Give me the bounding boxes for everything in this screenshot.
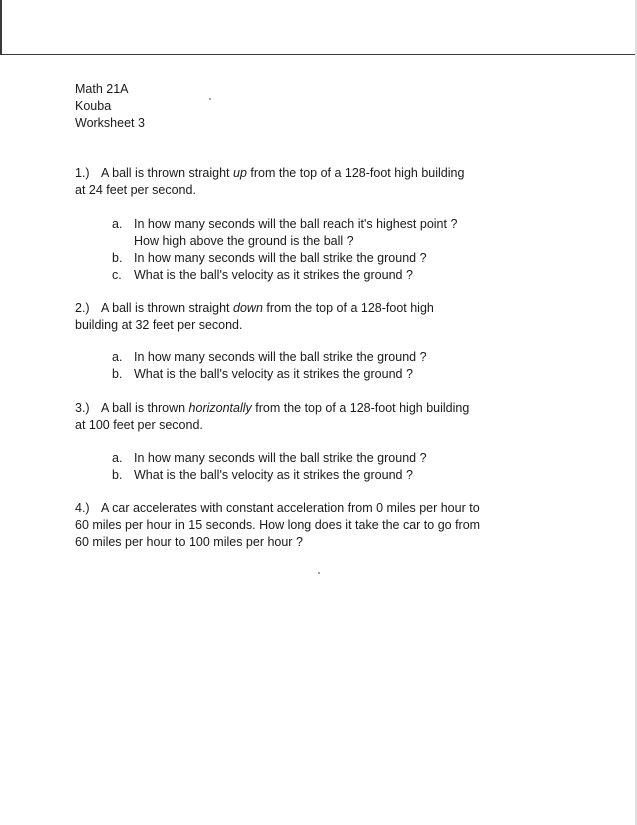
question-text: 60 miles per hour to 100 miles per hour ? [75, 535, 303, 549]
sub-question [112, 450, 427, 467]
sub-question [112, 216, 457, 233]
question-text: building at 32 feet per second. [75, 318, 243, 332]
question-2 [75, 300, 434, 334]
question-text: from the top of a 128-foot high building [246, 166, 465, 180]
scan-left-edge [0, 0, 2, 54]
sub-question-letter: a. [112, 451, 123, 465]
question-4 [75, 500, 480, 551]
sub-question-letter: b. [112, 468, 123, 482]
sub-question-text: In how many seconds will the ball reach it's highest point ? [134, 217, 458, 231]
sub-question [112, 366, 427, 383]
emphasis-word: up [233, 166, 247, 180]
sub-question-letter: b. [112, 251, 123, 265]
sub-question-text: What is the ball's velocity as it strikes the ground ? [134, 367, 413, 381]
question-1-parts [112, 216, 457, 284]
emphasis-word: horizontally [188, 401, 252, 415]
scan-speck [209, 98, 211, 100]
question-3 [75, 400, 469, 434]
scan-speck [318, 572, 320, 574]
question-number: 4.) [75, 501, 90, 515]
question-number: 2.) [75, 301, 90, 315]
question-text: A ball is thrown [101, 401, 189, 415]
question-text: A ball is thrown straight [101, 301, 234, 315]
emphasis-word: down [233, 301, 263, 315]
sub-question-letter: c. [112, 268, 122, 282]
sub-question-text: What is the ball's velocity as it strikes the ground ? [134, 468, 413, 482]
question-text: 60 miles per hour in 15 seconds. How long does it take the car to go from [75, 518, 481, 532]
sub-question-text: In how many seconds will the ball strike the ground ? [134, 451, 427, 465]
sub-question-text: In how many seconds will the ball strike the ground ? [134, 350, 427, 364]
question-text: from the top of a 128-foot high building [251, 401, 470, 415]
question-text: A car accelerates with constant acceleration from 0 miles per hour to [101, 501, 480, 515]
scan-top-edge [0, 0, 637, 55]
question-1 [75, 165, 464, 199]
sub-question-text: In how many seconds will the ball strike the ground ? [134, 251, 427, 265]
sub-question [112, 250, 457, 267]
question-2-parts [112, 349, 427, 383]
worksheet-title: Worksheet 3 [75, 116, 145, 130]
sub-question-letter: b. [112, 367, 123, 381]
question-number: 3.) [75, 401, 90, 415]
question-text: at 100 feet per second. [75, 418, 203, 432]
question-text: from the top of a 128-foot high [262, 301, 434, 315]
sub-question [112, 267, 457, 284]
sub-question-text: What is the ball's velocity as it strikes the ground ? [134, 268, 413, 282]
question-text: A ball is thrown straight [101, 166, 234, 180]
worksheet-header [75, 81, 145, 132]
sub-question [112, 467, 427, 484]
question-number: 1.) [75, 166, 90, 180]
question-3-parts [112, 450, 427, 484]
question-text: at 24 feet per second. [75, 183, 196, 197]
course-name: Math 21A [75, 82, 129, 96]
sub-question-letter: a. [112, 350, 123, 364]
sub-question-letter: a. [112, 217, 123, 231]
sub-question-continuation: How high above the ground is the ball ? [134, 234, 354, 248]
sub-question [112, 349, 427, 366]
instructor-name: Kouba [75, 99, 112, 113]
